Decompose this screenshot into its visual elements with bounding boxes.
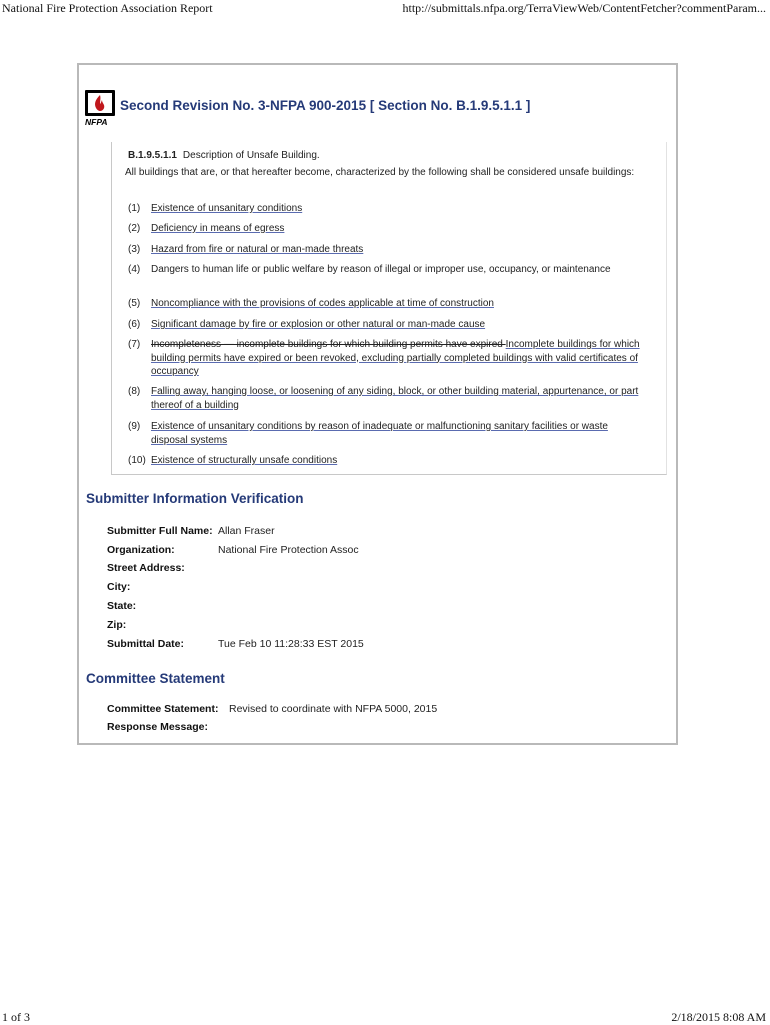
section-title: Description of Unsafe Building. xyxy=(182,150,320,161)
deleted-text: Incompleteness — incomplete buildings for which building permits have expired xyxy=(151,339,506,350)
field-label: Submittal Date: xyxy=(107,638,185,650)
inserted-text: Hazard from fire or natural or man-made threats xyxy=(151,244,364,255)
list-item-number: (8) xyxy=(128,386,141,397)
field-label: Response Message: xyxy=(107,721,208,733)
section-intro: All buildings that are, or that hereafter become, characterized by the following shall be considered unsafe buildings: xyxy=(125,167,635,178)
field-label: City: xyxy=(107,581,131,593)
field-label: Organization: xyxy=(107,544,175,556)
nfpa-logo-icon xyxy=(84,89,118,127)
field-value: Revised to coordinate with NFPA 5000, 2015 xyxy=(229,703,438,715)
print-header-url: http://submittals.nfpa.org/TerraViewWeb/ContentFetcher?commentParam... xyxy=(402,1,766,15)
print-header-title: National Fire Protection Association Report xyxy=(2,1,213,15)
inserted-text: Existence of unsanitary conditions by reason of inadequate or malfunctioning sanitary facilities or waste disposal systems xyxy=(151,421,608,446)
list-item-text xyxy=(151,263,641,277)
list-item-number: (2) xyxy=(128,223,141,234)
list-item-number: (5) xyxy=(128,298,141,309)
inserted-text: Incomplete buildings for which building permits have expired or been revoked, excluding partially completed buildings with valid certificates of occupancy xyxy=(151,339,640,377)
list-item-text xyxy=(151,454,641,468)
inserted-text: Noncompliance with the provisions of codes applicable at time of construction xyxy=(151,298,494,309)
list-item-text xyxy=(151,297,641,311)
list-item-text xyxy=(151,243,641,257)
page-title: Second Revision No. 3-NFPA 900-2015 [ Section No. B.1.9.5.1.1 ] xyxy=(120,98,531,113)
field-label: State: xyxy=(107,600,137,612)
list-item-text xyxy=(151,338,641,379)
list-item-number: (7) xyxy=(128,339,141,350)
inserted-text: Falling away, hanging loose, or loosening of any siding, block, or other building material, appurtenance, or part thereof of a building xyxy=(151,386,639,411)
list-item-number: (3) xyxy=(128,244,141,255)
committee-heading: Committee Statement xyxy=(86,671,225,686)
list-item-number: (9) xyxy=(128,421,141,432)
section-line xyxy=(128,150,320,161)
unchanged-text: Dangers to human life or public welfare by reason of illegal or improper use, occupancy, or maintenance xyxy=(151,264,611,275)
inserted-text: Existence of structurally unsafe conditions xyxy=(151,455,338,466)
print-date: 2/18/2015 8:08 AM xyxy=(671,1010,766,1024)
list-item-text xyxy=(151,202,641,216)
list-item-number: (4) xyxy=(128,264,141,275)
section-number: B.1.9.5.1.1 xyxy=(128,150,177,161)
field-label: Street Address: xyxy=(107,562,185,574)
inserted-text: Deficiency in means of egress xyxy=(151,223,285,234)
field-value: Tue Feb 10 11:28:33 EST 2015 xyxy=(218,638,364,650)
list-item-number: (1) xyxy=(128,203,141,214)
field-value: National Fire Protection Assoc xyxy=(218,544,359,556)
list-item-number: (6) xyxy=(128,319,141,330)
page-count: 1 of 3 xyxy=(2,1010,30,1024)
list-item-text xyxy=(151,385,641,412)
list-item-text xyxy=(151,222,641,236)
inserted-text: Existence of unsanitary conditions xyxy=(151,203,303,214)
field-label: Committee Statement: xyxy=(107,703,219,715)
field-value: Allan Fraser xyxy=(218,525,275,537)
submitter-heading: Submitter Information Verification xyxy=(86,491,304,506)
inserted-text: Significant damage by fire or explosion or other natural or man-made cause xyxy=(151,319,486,330)
list-item-number: (10) xyxy=(128,455,146,466)
field-label: Zip: xyxy=(107,619,127,631)
list-item-text xyxy=(151,420,641,447)
logo-text: NFPA xyxy=(85,117,108,127)
list-item-text xyxy=(151,318,641,332)
field-label: Submitter Full Name: xyxy=(107,525,213,537)
